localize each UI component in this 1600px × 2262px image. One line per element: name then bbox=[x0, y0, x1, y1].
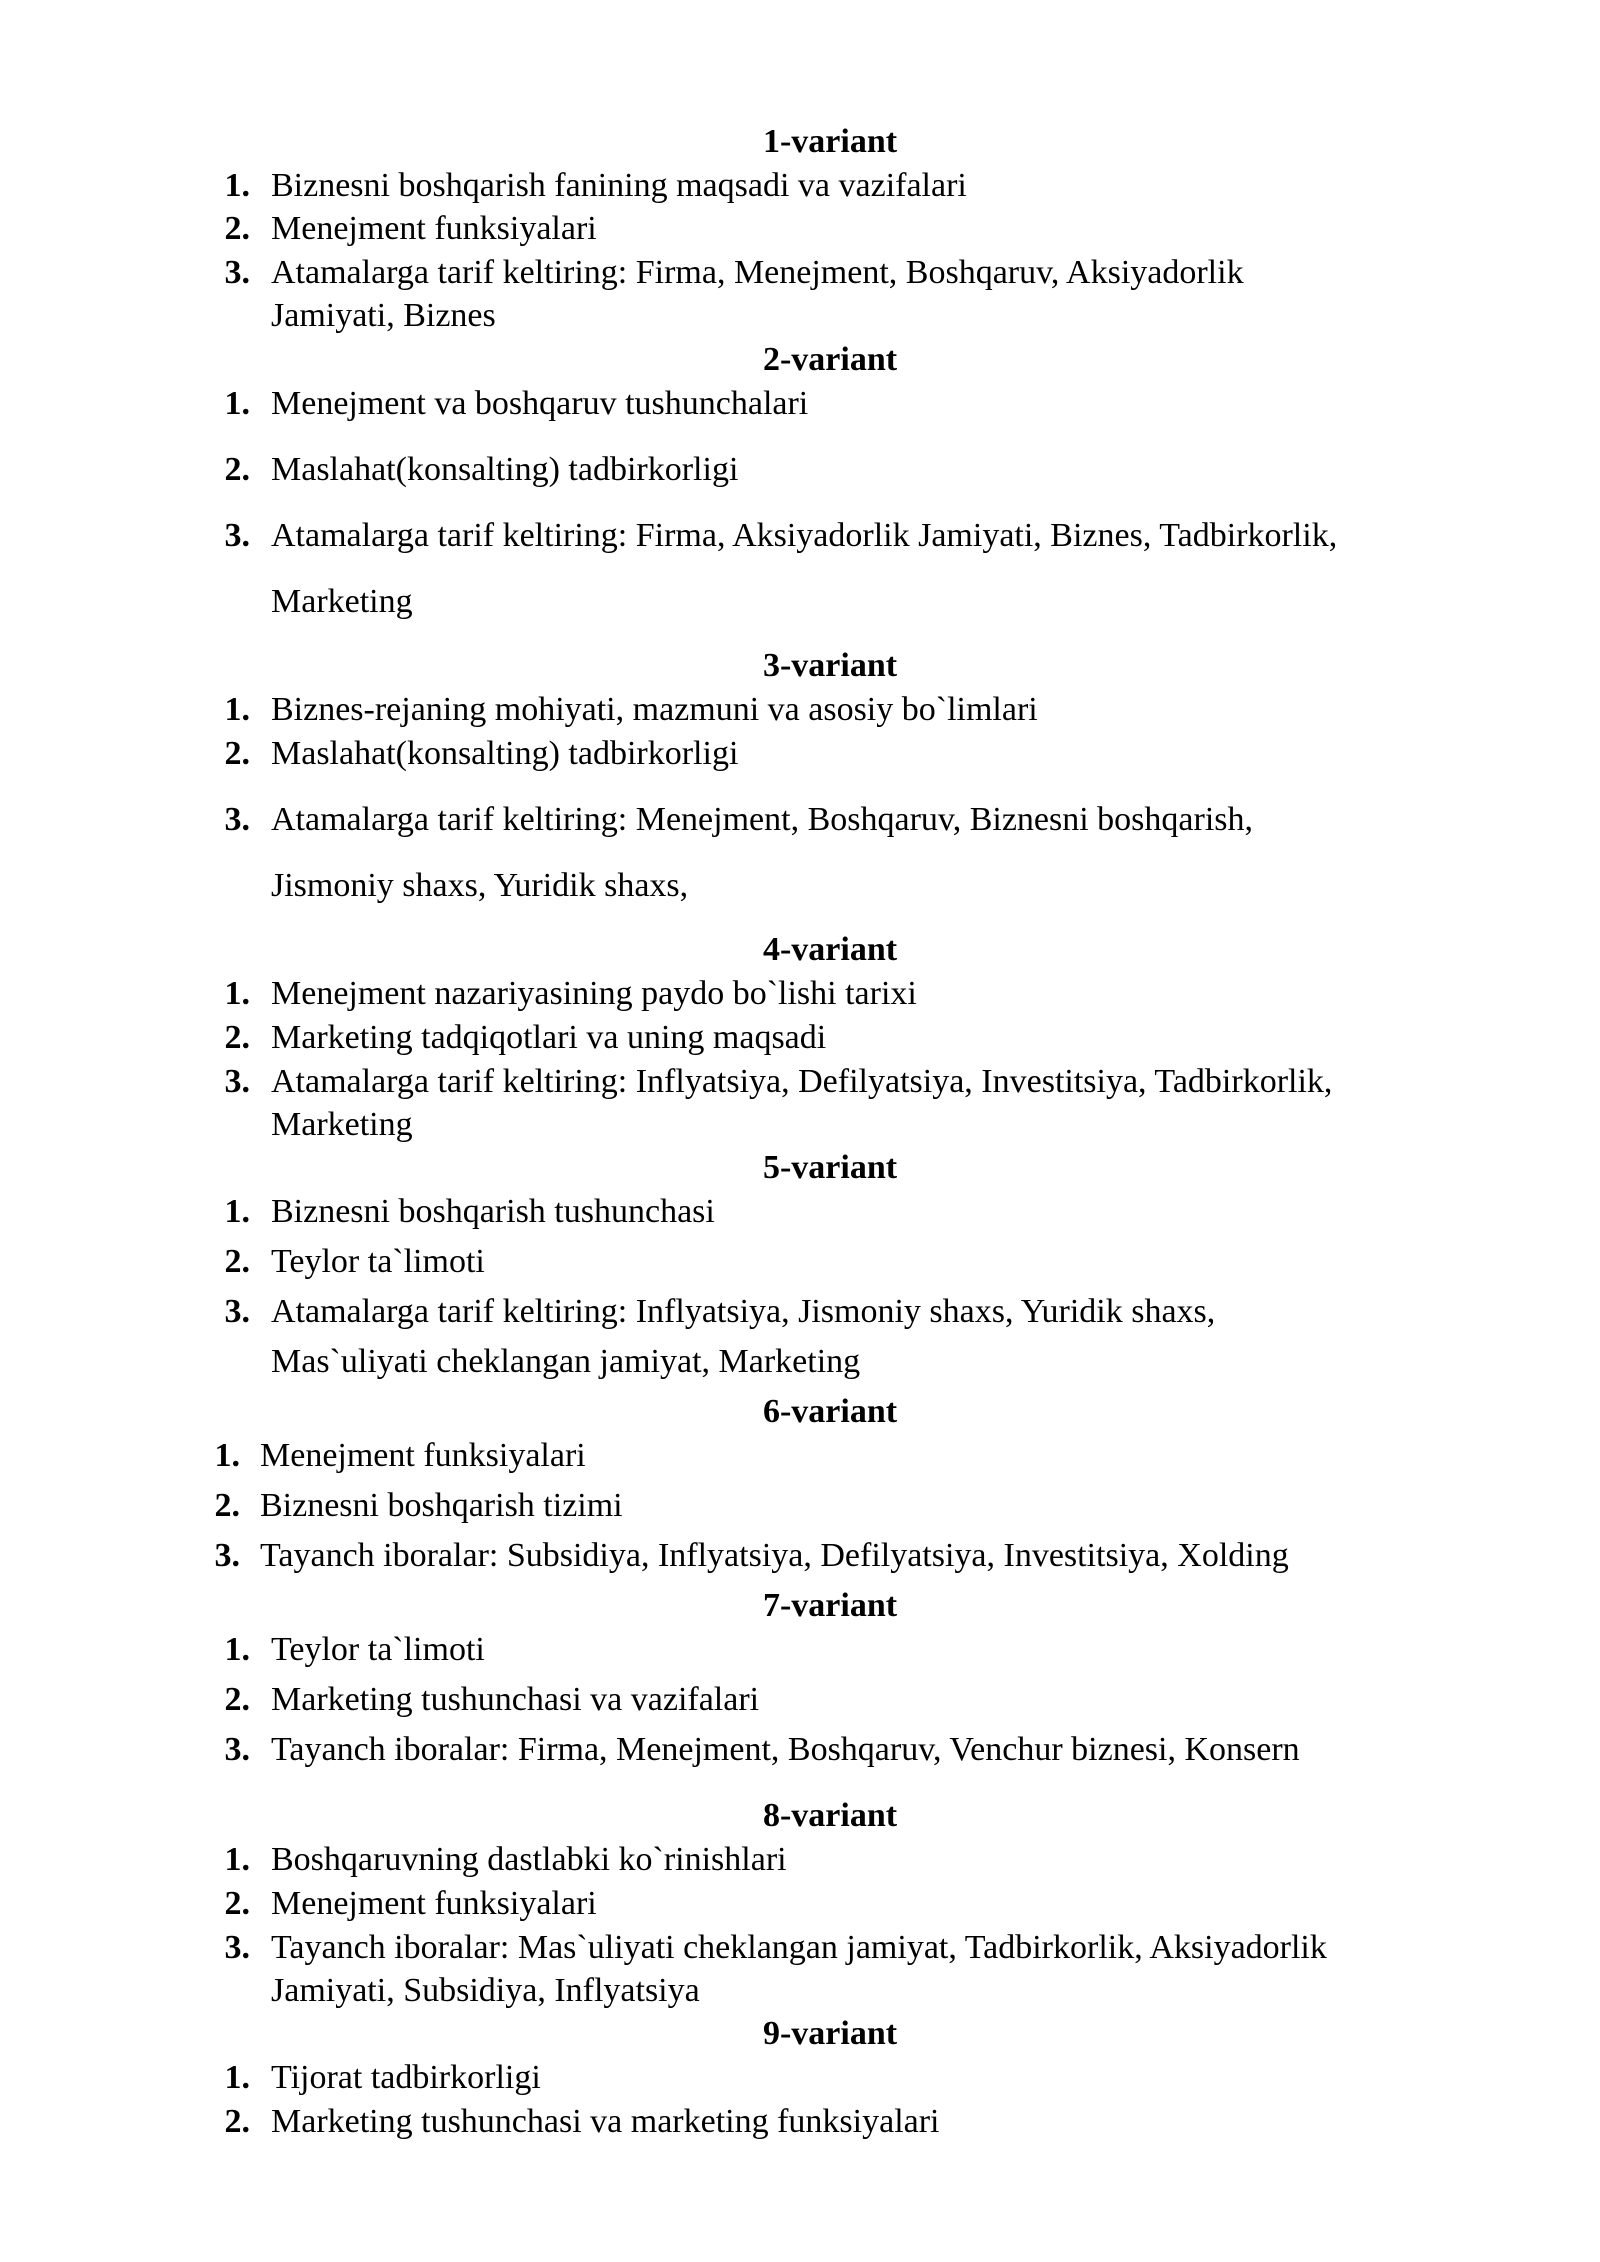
item-text: Tayanch iboralar: Mas`uliyati cheklangan jamiyat, Tadbirkorlik, Aksiyadorlik bbox=[271, 1929, 1327, 1966]
item-number: 2. bbox=[214, 1487, 240, 1524]
item-number: 3. bbox=[214, 1537, 240, 1574]
item-text: Teylor ta`limoti bbox=[271, 1243, 485, 1280]
item-number: 3. bbox=[224, 254, 250, 291]
item-text: Atamalarga tarif keltiring: Menejment, Boshqaruv, Biznesni boshqarish, bbox=[271, 801, 1253, 838]
variant-heading: 6-variant bbox=[762, 1393, 898, 1430]
variant-heading: 7-variant bbox=[762, 1587, 898, 1624]
item-number: 1. bbox=[224, 975, 250, 1012]
item-text-continuation: Jamiyati, Biznes bbox=[271, 297, 496, 334]
item-number: 1. bbox=[224, 167, 250, 204]
item-number: 1. bbox=[224, 1631, 250, 1668]
item-text: Atamalarga tarif keltiring: Inflyatsiya, Defilyatsiya, Investitsiya, Tadbirkorlik, bbox=[271, 1063, 1333, 1100]
variant-heading: 5-variant bbox=[762, 1149, 898, 1186]
item-text: Menejment funksiyalari bbox=[271, 210, 597, 247]
item-text: Boshqaruvning dastlabki ko`rinishlari bbox=[271, 1841, 787, 1878]
item-text: Tijorat tadbirkorligi bbox=[271, 2059, 541, 2096]
item-number: 2. bbox=[224, 451, 250, 488]
item-text: Menejment nazariyasining paydo bo`lishi tarixi bbox=[271, 975, 917, 1012]
item-number: 3. bbox=[224, 1063, 250, 1100]
item-number: 1. bbox=[224, 1841, 250, 1878]
item-number: 2. bbox=[224, 1885, 250, 1922]
item-text: Maslahat(konsalting) tadbirkorligi bbox=[271, 451, 739, 488]
item-number: 1. bbox=[224, 385, 250, 422]
item-text: Marketing tadqiqotlari va uning maqsadi bbox=[271, 1019, 827, 1056]
item-text: Maslahat(konsalting) tadbirkorligi bbox=[271, 735, 739, 772]
item-text: Teylor ta`limoti bbox=[271, 1631, 485, 1668]
item-number: 1. bbox=[224, 691, 250, 728]
item-text-continuation: Jismoniy shaxs, Yuridik shaxs, bbox=[271, 867, 689, 904]
variant-heading: 4-variant bbox=[762, 931, 898, 968]
item-text: Menejment va boshqaruv tushunchalari bbox=[271, 385, 809, 422]
item-number: 1. bbox=[214, 1437, 240, 1474]
variant-heading: 1-variant bbox=[762, 123, 898, 160]
item-text: Atamalarga tarif keltiring: Firma, Aksiyadorlik Jamiyati, Biznes, Tadbirkorlik, bbox=[271, 517, 1338, 554]
variant-heading: 2-variant bbox=[762, 341, 898, 378]
item-text: Tayanch iboralar: Subsidiya, Inflyatsiya, Defilyatsiya, Investitsiya, Xolding bbox=[260, 1537, 1289, 1574]
item-number: 3. bbox=[224, 801, 250, 838]
variant-heading: 9-variant bbox=[762, 2015, 898, 2052]
item-text: Biznesni boshqarish tushunchasi bbox=[271, 1193, 715, 1230]
item-number: 1. bbox=[224, 2059, 250, 2096]
item-text: Tayanch iboralar: Firma, Menejment, Boshqaruv, Venchur biznesi, Konsern bbox=[271, 1731, 1300, 1768]
item-number: 1. bbox=[224, 1193, 250, 1230]
item-number: 2. bbox=[224, 1681, 250, 1718]
variant-heading: 3-variant bbox=[762, 647, 898, 684]
item-text-continuation: Mas`uliyati cheklangan jamiyat, Marketing bbox=[271, 1343, 861, 1380]
variant-heading: 8-variant bbox=[762, 1797, 898, 1834]
item-number: 2. bbox=[224, 735, 250, 772]
item-text: Atamalarga tarif keltiring: Inflyatsiya, Jismoniy shaxs, Yuridik shaxs, bbox=[271, 1293, 1216, 1330]
item-number: 2. bbox=[224, 210, 250, 247]
item-text: Marketing tushunchasi va vazifalari bbox=[271, 1681, 760, 1718]
item-text: Menejment funksiyalari bbox=[260, 1437, 586, 1474]
item-text: Marketing tushunchasi va marketing funksiyalari bbox=[271, 2103, 940, 2140]
item-text-continuation: Jamiyati, Subsidiya, Inflyatsiya bbox=[271, 1972, 700, 2009]
item-number: 2. bbox=[224, 2103, 250, 2140]
item-number: 3. bbox=[224, 1293, 250, 1330]
item-number: 3. bbox=[224, 517, 250, 554]
item-number: 3. bbox=[224, 1731, 250, 1768]
item-text: Biznesni boshqarish fanining maqsadi va vazifalari bbox=[271, 167, 967, 204]
item-text-continuation: Marketing bbox=[271, 583, 413, 620]
item-text: Atamalarga tarif keltiring: Firma, Menejment, Boshqaruv, Aksiyadorlik bbox=[271, 254, 1244, 291]
item-text: Menejment funksiyalari bbox=[271, 1885, 597, 1922]
item-number: 2. bbox=[224, 1243, 250, 1280]
item-text: Biznesni boshqarish tizimi bbox=[260, 1487, 623, 1524]
item-number: 3. bbox=[224, 1929, 250, 1966]
item-number: 2. bbox=[224, 1019, 250, 1056]
item-text: Biznes-rejaning mohiyati, mazmuni va asosiy bo`limlari bbox=[271, 691, 1038, 728]
item-text-continuation: Marketing bbox=[271, 1106, 413, 1143]
